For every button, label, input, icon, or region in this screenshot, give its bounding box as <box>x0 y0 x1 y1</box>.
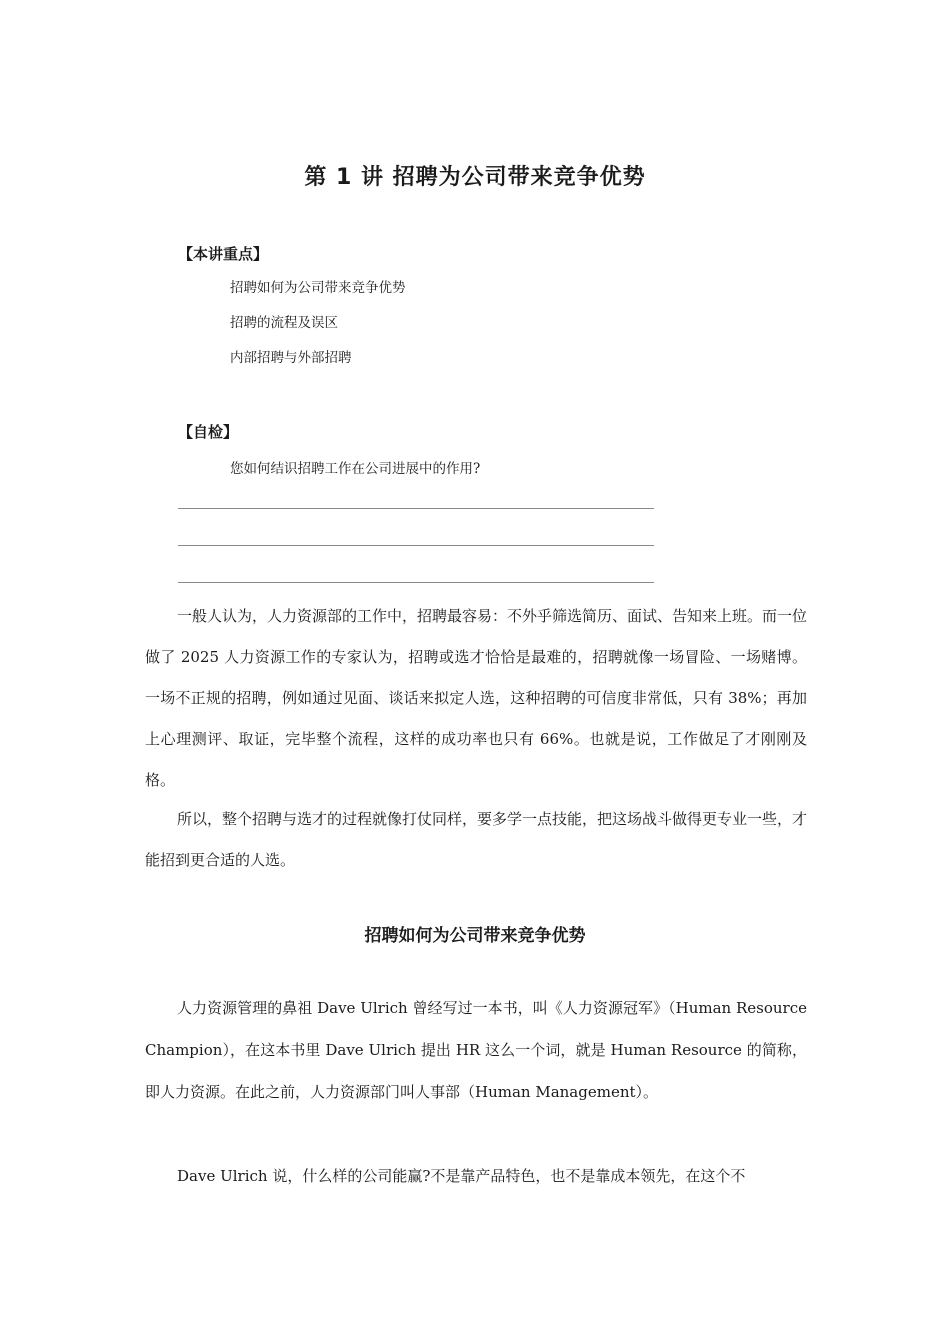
section-title: 招聘如何为公司带来竞争优势 <box>364 926 586 946</box>
key-point-item: 招聘的流程及误区 <box>230 315 338 331</box>
answer-line <box>178 582 654 583</box>
body-paragraph: Dave Ulrich 说，什么样的公司能赢?不是靠产品特色，也不是靠成本领先，在这个不 <box>177 1167 746 1185</box>
key-points-label: 【本讲重点】 <box>178 245 269 263</box>
answer-line <box>178 545 654 546</box>
answer-line <box>178 508 654 509</box>
key-point-item: 招聘如何为公司带来竞争优势 <box>230 280 406 296</box>
self-check-label: 【自检】 <box>178 423 239 441</box>
body-paragraph: 所以，整个招聘与选才的过程就像打仗同样，要多学一点技能，把这场战斗做得更专业一些，才能招到更合适的人选。 <box>145 810 808 869</box>
body-paragraph: 一般人认为，人力资源部的工作中，招聘最容易：不外乎筛选简历、面试、告知来上班。而一位做了 2025 人力资源工作的专家认为，招聘或选才恰恰是最难的，招聘就像一场冒险、一场赌博。一场不正规的招聘，例如通过见面、谈话来拟定人选，这种招聘的可信度非常低，只有 38%；再加上心理测评、取证，完毕整个流程，这样的成功率也只有 66%。也就是说，工作做足了才刚刚及格。 <box>145 607 808 789</box>
key-point-item: 内部招聘与外部招聘 <box>230 350 352 366</box>
body-paragraph: 人力资源管理的鼻祖 Dave Ulrich 曾经写过一本书，叫《人力资源冠军》（Human Resource Champion），在这本书里 Dave Ulrich 提出 HR 这么一个词，就是 Human Resource 的简称，即人力资源。在此之前，人力资源部门叫人事部（Human Management）。 <box>145 999 807 1101</box>
self-check-question: 您如何结识招聘工作在公司进展中的作用? <box>230 461 481 477</box>
key-points-list <box>230 278 406 383</box>
lecture-title: 第 1 讲 招聘为公司带来竞争优势 <box>304 165 646 190</box>
